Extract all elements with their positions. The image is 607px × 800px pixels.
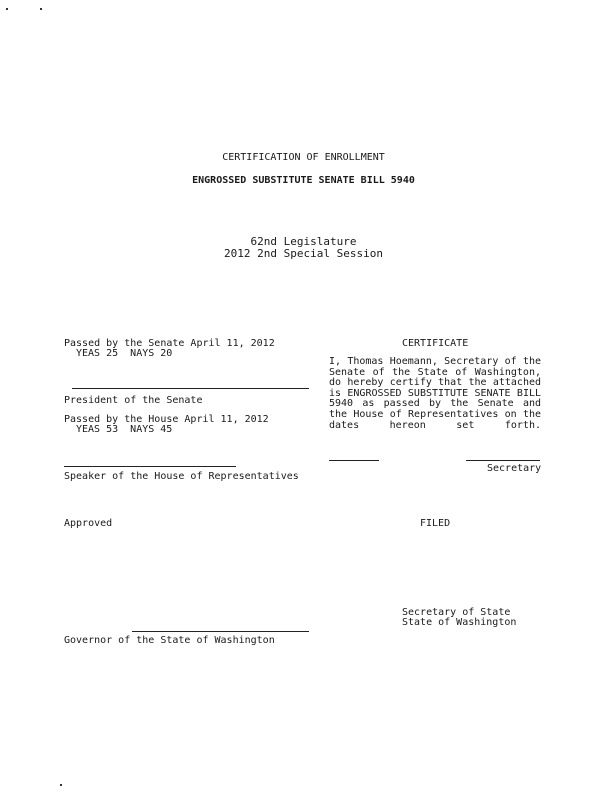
secretary-signer-title: Secretary [487, 463, 542, 474]
house-signer-title: Speaker of the House of Representatives [64, 471, 299, 482]
secretary-signature-line-right [466, 460, 540, 461]
certificate-heading: CERTIFICATE [402, 338, 469, 349]
secretary-signature-line-left [329, 460, 379, 461]
approved-label: Approved [64, 518, 113, 529]
certificate-line: Senate of the State of Washington, [329, 366, 541, 378]
certificate-line: 5940 as passed by the Senate and [329, 398, 541, 410]
certificate-line: I, Thomas Hoemann, Secretary of the [329, 356, 541, 367]
certificate-line: the House of Representatives on the [329, 408, 541, 420]
bill-title: ENGROSSED SUBSTITUTE SENATE BILL 5940 [192, 175, 415, 186]
governor-signer-title: Governor of the State of Washington [64, 635, 275, 646]
governor-signature-line [132, 631, 309, 632]
certificate-text [329, 357, 541, 431]
legislature-label: 62nd Legislature [250, 235, 357, 248]
certificate-line: dates hereon set forth. [329, 419, 541, 431]
senate-passed-date: Passed by the Senate April 11, 2012 [64, 338, 275, 349]
scan-speck [6, 8, 8, 10]
session-label: 2012 2nd Special Session [224, 247, 383, 260]
certificate-line: do hereby certify that the attached [329, 377, 541, 389]
certification-title: CERTIFICATION OF ENROLLMENT [222, 152, 385, 163]
house-votes: YEAS 53 NAYS 45 [76, 424, 173, 435]
senate-signature-line [72, 388, 309, 389]
senate-votes: YEAS 25 NAYS 20 [76, 348, 173, 359]
state-of-washington-label: State of Washington [402, 617, 517, 628]
scan-speck [60, 784, 62, 786]
filed-label: FILED [420, 518, 451, 529]
certificate-line: is ENGROSSED SUBSTITUTE SENATE BILL [329, 387, 541, 399]
senate-signer-title: President of the Senate [64, 395, 203, 406]
house-passed-date: Passed by the House April 11, 2012 [64, 414, 269, 425]
scan-speck [40, 8, 42, 10]
secretary-of-state-label: Secretary of State [402, 607, 511, 618]
house-signature-line [64, 466, 236, 467]
